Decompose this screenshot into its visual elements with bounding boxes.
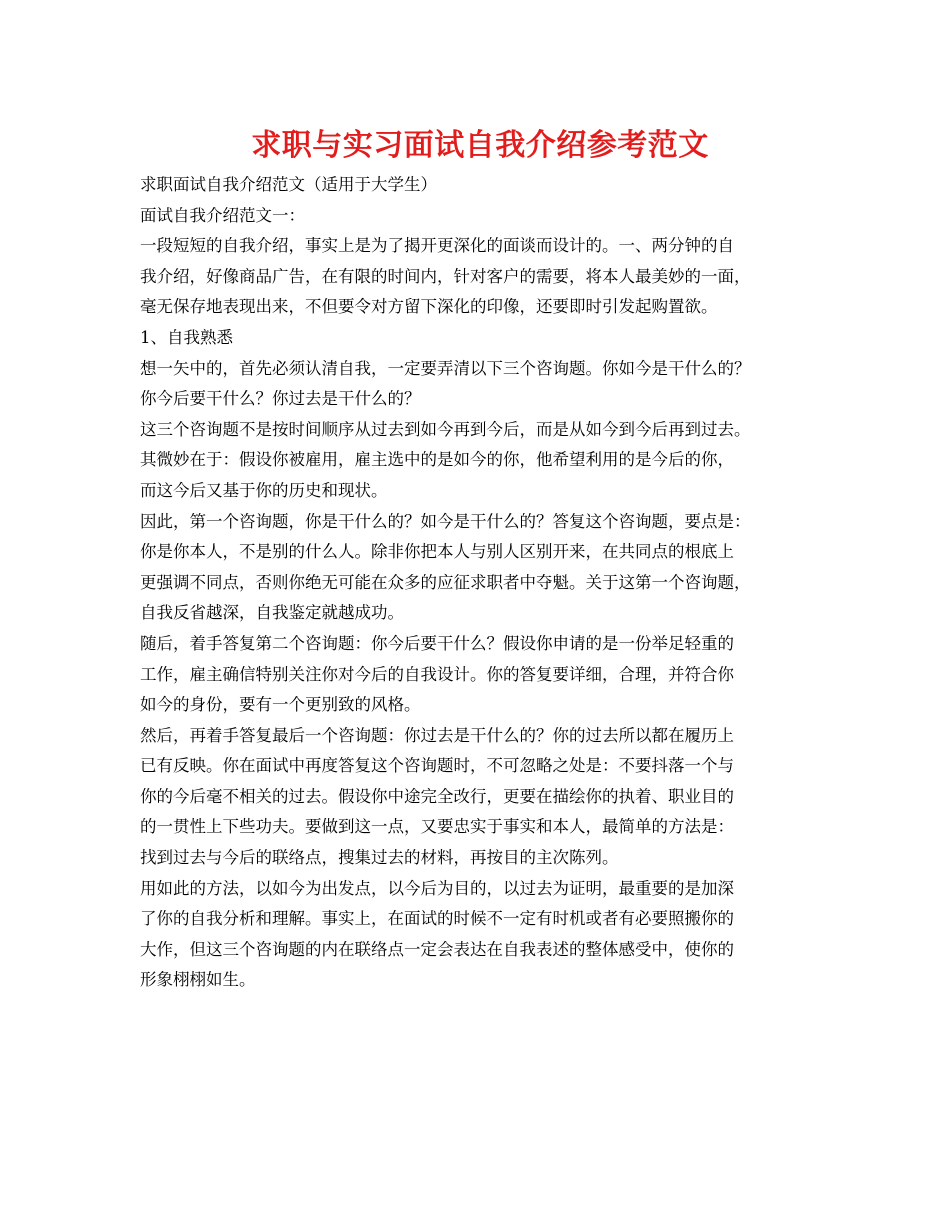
text-line: 工作，雇主确信特别关注你对今后的自我设计。你的答复要详细，合理，并符合你 (140, 664, 734, 684)
paragraph (140, 507, 820, 629)
text-line: 用如此的方法，以如今为出发点，以今后为目的，以过去为证明，最重要的是加深 (140, 878, 734, 898)
text-line: 的一贯性上下些功夫。要做到这一点，又要忠实于事实和本人，最简单的方法是： (140, 817, 734, 837)
text-line: 然后，再着手答复最后一个咨询题：你过去是干什么的？你的过去所以都在履历上 (140, 725, 734, 745)
paragraph (140, 354, 820, 415)
text-line: 这三个咨询题不是按时间顺序从过去到如今再到今后，而是从如今到今后再到过去。 (140, 419, 751, 439)
paragraph (140, 170, 820, 201)
paragraph (140, 874, 820, 996)
text-line: 1、自我熟悉 (140, 327, 233, 347)
paragraph (140, 629, 820, 721)
document-page (140, 126, 820, 996)
text-line: 想一矢中的，首先必须认清自我，一定要弄清以下三个咨询题。你如今是干什么的？ (140, 358, 751, 378)
text-line: 了你的自我分析和理解。事实上，在面试的时候不一定有时机或者有必要照搬你的 (140, 909, 734, 929)
paragraph (140, 201, 820, 232)
text-line: 找到过去与今后的联络点，搜集过去的材料，再按目的主次陈列。 (140, 848, 619, 868)
text-line: 面试自我介绍范文一： (140, 205, 305, 225)
text-line: 大作，但这三个咨询题的内在联络点一定会表达在自我表述的整体感受中，使你的 (140, 939, 734, 959)
text-line: 毫无保存地表现出来，不但要令对方留下深化的印像，还要即时引发起购置欲。 (140, 297, 718, 317)
text-line: 而这今后又基于你的历史和现状。 (140, 480, 388, 500)
text-line: 更强调不同点，否则你绝无可能在众多的应征求职者中夺魁。关于这第一个咨询题， (140, 572, 751, 592)
paragraph (140, 323, 820, 354)
text-line: 因此，第一个咨询题，你是干什么的？如今是干什么的？答复这个咨询题，要点是： (140, 511, 751, 531)
paragraph (140, 415, 820, 507)
text-line: 随后，着手答复第二个咨询题：你今后要干什么？假设你申请的是一份举足轻重的 (140, 633, 734, 653)
text-line: 你是你本人，不是别的什么人。除非你把本人与别人区别开来，在共同点的根底上 (140, 542, 734, 562)
paragraph (140, 231, 820, 323)
text-line: 如今的身份，要有一个更别致的风格。 (140, 695, 421, 715)
text-line: 求职面试自我介绍范文（适用于大学生） (140, 175, 437, 194)
text-line: 已有反映。你在面试中再度答复这个咨询题时，不可忽略之处是：不要抖落一个与 (140, 756, 734, 776)
text-line: 你今后要干什么？你过去是干什么的？ (140, 389, 421, 409)
paragraph (140, 721, 820, 874)
text-line: 一段短短的自我介绍，事实上是为了揭开更深化的面谈而设计的。一、两分钟的自 (140, 236, 734, 256)
text-line: 我介绍，好像商品广告，在有限的时间内，针对客户的需要，将本人最美妙的一面， (140, 266, 751, 286)
text-line: 形象栩栩如生。 (140, 970, 256, 990)
text-line: 你的今后毫不相关的过去。假设你中途完全改行，更要在描绘你的执着、职业目的 (140, 786, 734, 806)
document-body (140, 170, 820, 996)
document-title: 求职与实习面试自我介绍参考范文 (251, 128, 709, 163)
text-line: 自我反省越深，自我鉴定就越成功。 (140, 603, 404, 623)
text-line: 其微妙在于：假设你被雇用，雇主选中的是如今的你，他希望利用的是今后的你， (140, 450, 734, 470)
